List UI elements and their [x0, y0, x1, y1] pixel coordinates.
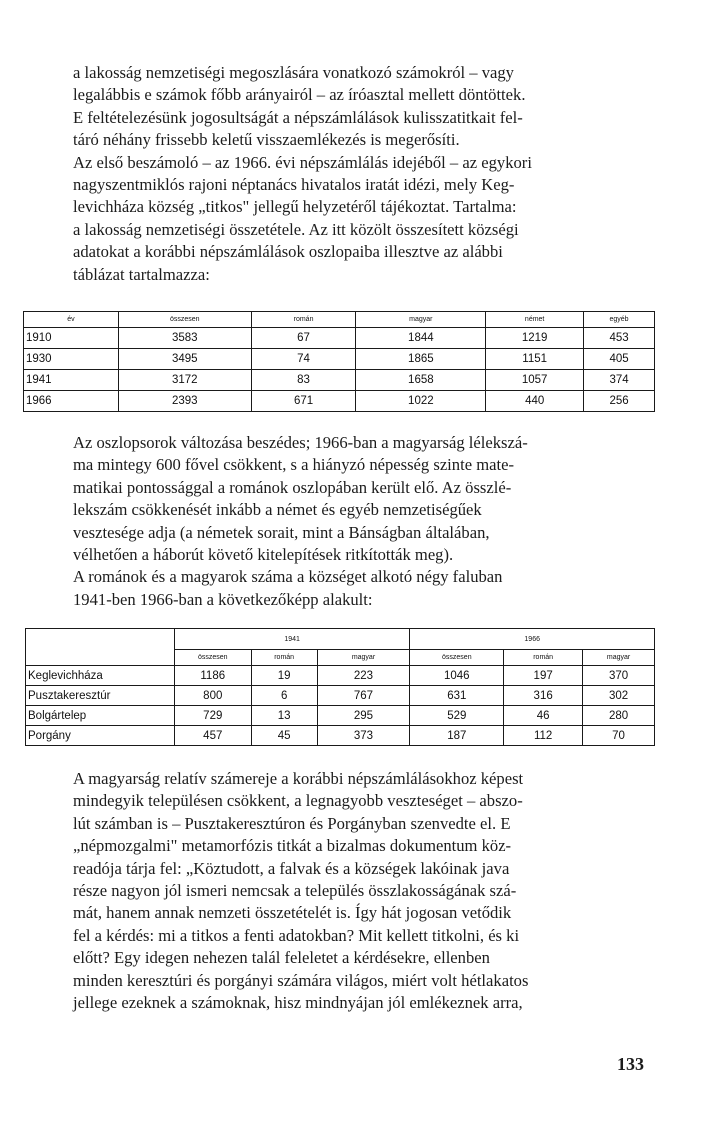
table-row: [24, 370, 655, 391]
text-line: E feltételezésünk jogosultságát a népszámlálások kulisszatitkait fel-: [73, 107, 523, 127]
text-line: mindegyik településen csökkent, a legnagyobb veszteséget – abszo-: [73, 791, 523, 811]
table-cell: 631: [410, 686, 504, 706]
table-cell: 74: [251, 349, 356, 370]
table-row: [26, 726, 655, 746]
table-cell: 2393: [118, 391, 251, 412]
intro-paragraph: [73, 62, 653, 286]
table-row: [26, 686, 655, 706]
table-header-row: [24, 312, 655, 328]
text-line: a lakosság nemzetiségi összetétele. Az itt közölt összesített községi: [73, 219, 519, 239]
text-line: táró néhány frissebb keletű visszaemlékezés is megerősíti.: [73, 130, 460, 150]
table-cell: 3583: [118, 328, 251, 349]
text-line: „népmozgalmi" metamorfózis titkát a bizalmas dokumentum köz-: [73, 836, 512, 856]
table-cell: Keglevichháza: [26, 666, 175, 686]
text-line: readója tárja fel: „Köztudott, a falvak és a községek lakóinak java: [73, 858, 510, 878]
table-cell: 316: [504, 686, 583, 706]
table-cell: 373: [317, 726, 410, 746]
text-line: minden keresztúri és porgányi számára világos, miért volt hétlakatos: [73, 970, 529, 990]
table-row: [24, 391, 655, 412]
table-cell: 767: [317, 686, 410, 706]
table-cell: 223: [317, 666, 410, 686]
text-line: A magyarság relatív számereje a korábbi népszámlálásokhoz képest: [73, 769, 524, 788]
table-cell: 671: [251, 391, 356, 412]
column-group-header: 1941: [174, 629, 410, 650]
table-cell: 19: [251, 666, 317, 686]
table-cell: 83: [251, 370, 356, 391]
table-cell: 256: [584, 391, 655, 412]
table-cell: 529: [410, 706, 504, 726]
text-line: mát, hanem annak nemzeti összetételét is. Így hát jogosan vetődik: [73, 903, 512, 923]
table-cell: 280: [583, 706, 655, 726]
table-cell: 1910: [24, 328, 119, 349]
table-cell: 13: [251, 706, 317, 726]
table-cell: 800: [174, 686, 251, 706]
table-cell: 1865: [356, 349, 486, 370]
table-header-row: [26, 629, 655, 650]
population-by-year-table: [23, 311, 655, 412]
text-line: fel a kérdés: mi a titkos a fenti adatokban? Mit kellett titkolni, és ki: [73, 925, 520, 945]
table-row: [24, 349, 655, 370]
text-line: levichháza község „titkos" jellegű helyzetéről tájékoztat. Tartalma:: [73, 197, 517, 217]
table-cell: 1186: [174, 666, 251, 686]
table-cell: 1658: [356, 370, 486, 391]
column-header-german: német: [486, 312, 584, 328]
empty-corner-cell: [26, 629, 175, 666]
column-header-romanian: román: [251, 650, 317, 666]
column-header-hungarian: magyar: [583, 650, 655, 666]
table-cell: 1057: [486, 370, 584, 391]
text-line: A románok és a magyarok száma a községet alkotó négy faluban: [73, 567, 503, 587]
text-line: 1941-ben 1966-ban a következőképp alakult:: [73, 589, 373, 609]
table-cell: 197: [504, 666, 583, 686]
table-cell: 3172: [118, 370, 251, 391]
table-cell: 302: [583, 686, 655, 706]
column-header-total: összesen: [410, 650, 504, 666]
table-cell: 295: [317, 706, 410, 726]
table-row: [24, 328, 655, 349]
table-cell: 1151: [486, 349, 584, 370]
final-paragraph: [73, 768, 653, 1014]
table-row: [26, 666, 655, 686]
column-header-other: egyéb: [584, 312, 655, 328]
text-line: adatokat a korábbi népszámlálások oszlopaiba illesztve az alábbi: [73, 242, 503, 262]
column-header-romanian: román: [504, 650, 583, 666]
table-cell: 3495: [118, 349, 251, 370]
table-cell: 1966: [24, 391, 119, 412]
text-line: legalábbis e számok főbb arányairól – az íróasztal mellett döntöttek.: [73, 85, 526, 105]
text-line: a lakosság nemzetiségi megoszlására vonatkozó számokról – vagy: [73, 63, 514, 82]
column-header-total: összesen: [174, 650, 251, 666]
text-line: része nagyon jól ismeri nemcsak a település összlakosságának szá-: [73, 881, 517, 901]
text-line: ma mintegy 600 fővel csökkent, s a hiányzó népesség szinte mate-: [73, 455, 514, 475]
table-cell: 45: [251, 726, 317, 746]
table-cell: Bolgártelep: [26, 706, 175, 726]
table-cell: 70: [583, 726, 655, 746]
table-cell: 1930: [24, 349, 119, 370]
table-cell: 453: [584, 328, 655, 349]
table-cell: 457: [174, 726, 251, 746]
table-cell: 374: [584, 370, 655, 391]
column-header-year: év: [24, 312, 119, 328]
table-cell: 1022: [356, 391, 486, 412]
text-line: vesztesége adja (a németek sorait, mint a Bánságban általában,: [73, 522, 490, 542]
column-header-hungarian: magyar: [317, 650, 410, 666]
table-cell: Porgány: [26, 726, 175, 746]
text-line: vélhetően a háborút követő kitelepítések ritkították meg).: [73, 545, 454, 565]
table-cell: 6: [251, 686, 317, 706]
table-cell: 370: [583, 666, 655, 686]
middle-paragraph: [73, 432, 653, 611]
page-number: 133: [617, 1054, 644, 1074]
table-cell: 729: [174, 706, 251, 726]
text-line: matikai pontossággal a románok oszlopában került elő. Az összlé-: [73, 477, 512, 497]
text-line: jellege ezeknek a számoknak, hisz mindnyájan jól emlékeznek arra,: [73, 993, 523, 1013]
text-line: táblázat tartalmazza:: [73, 264, 210, 284]
column-header-romanian: román: [251, 312, 356, 328]
table-cell: 112: [504, 726, 583, 746]
column-group-header: 1966: [410, 629, 655, 650]
text-line: lút számban is – Pusztakeresztúron és Porgányban szenvedte el. E: [73, 813, 511, 833]
villages-population-table: [25, 628, 655, 746]
table-cell: 1046: [410, 666, 504, 686]
table-cell: 46: [504, 706, 583, 726]
table-cell: 187: [410, 726, 504, 746]
table-cell: Pusztakeresztúr: [26, 686, 175, 706]
text-line: nagyszentmiklós rajoni néptanács hivatalos iratát idézi, mely Keg-: [73, 175, 515, 195]
column-header-hungarian: magyar: [356, 312, 486, 328]
column-header-total: összesen: [118, 312, 251, 328]
table-cell: 67: [251, 328, 356, 349]
table-cell: 1219: [486, 328, 584, 349]
table-cell: 1844: [356, 328, 486, 349]
table-cell: 1941: [24, 370, 119, 391]
text-line: Az oszlopsorok változása beszédes; 1966-ban a magyarság lélekszá-: [73, 433, 528, 452]
table-cell: 405: [584, 349, 655, 370]
table-cell: 440: [486, 391, 584, 412]
text-line: lekszám csökkenését inkább a német és egyéb nemzetiségűek: [73, 500, 482, 520]
text-line: Az első beszámoló – az 1966. évi népszámlálás idejéből – az egykori: [73, 152, 532, 172]
table-row: [26, 706, 655, 726]
text-line: előtt? Egy idegen nehezen talál feleletet a kérdésekre, ellenben: [73, 948, 490, 968]
